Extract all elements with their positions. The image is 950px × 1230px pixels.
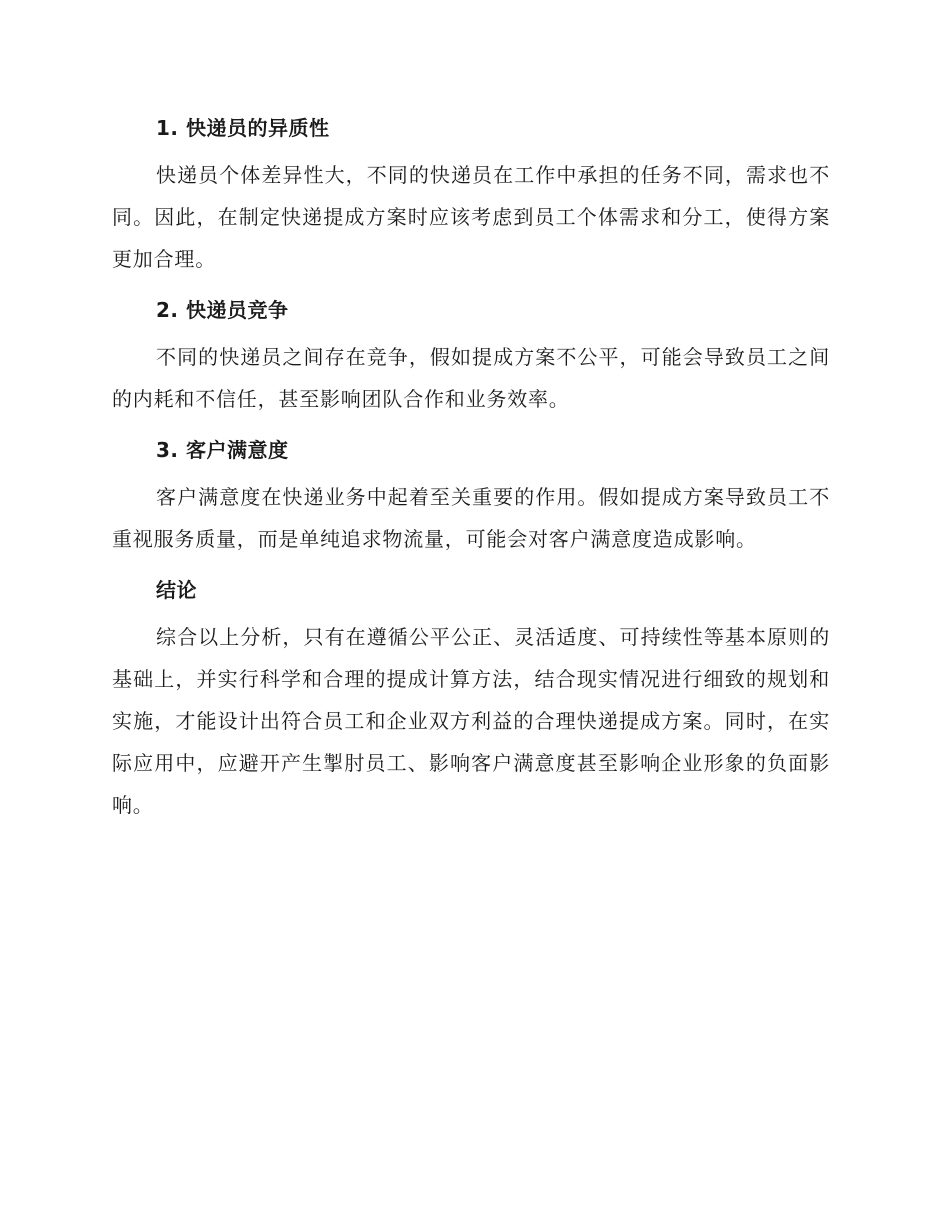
section-paragraph: 客户满意度在快递业务中起着至关重要的作用。假如提成方案导致员工不重视服务质量，而是单纯追求物流量，可能会对客户满意度造成影响。 xyxy=(112,485,830,551)
section-heading: 2. 快递员竞争 xyxy=(156,298,289,322)
section-paragraph: 综合以上分析，只有在遵循公平公正、灵活适度、可持续性等基本原则的基础上，并实行科学和合理的提成计算方法，结合现实情况进行细致的规划和实施，才能设计出符合员工和企业双方利益的合理快递提成方案。同时，在实际应用中，应避开产生掣肘员工、影响客户满意度甚至影响企业形象的负面影响。 xyxy=(112,625,830,817)
document-page xyxy=(112,108,830,836)
section-conclusion xyxy=(112,570,830,826)
section-heading: 1. 快递员的异质性 xyxy=(156,116,330,140)
section-competition xyxy=(112,290,830,420)
section-heterogeneity xyxy=(112,108,830,280)
section-paragraph: 不同的快递员之间存在竞争，假如提成方案不公平，可能会导致员工之间的内耗和不信任，甚至影响团队合作和业务效率。 xyxy=(112,345,830,411)
section-heading: 3. 客户满意度 xyxy=(156,438,289,462)
section-heading: 结论 xyxy=(156,578,197,602)
section-customer-satisfaction xyxy=(112,430,830,560)
section-paragraph: 快递员个体差异性大，不同的快递员在工作中承担的任务不同，需求也不同。因此，在制定快递提成方案时应该考虑到员工个体需求和分工，使得方案更加合理。 xyxy=(112,163,830,271)
